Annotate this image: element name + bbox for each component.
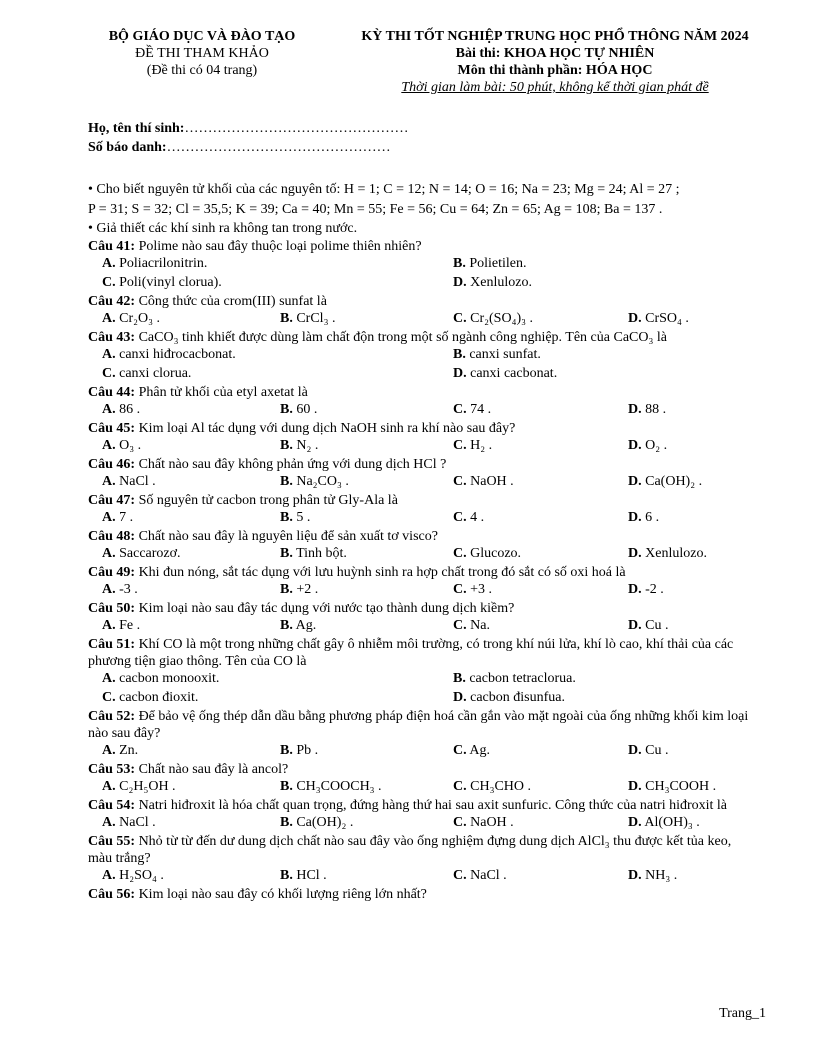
option-letter: D. (628, 779, 642, 794)
candidate-id-dots: ………………………………………… (166, 140, 391, 155)
option-text: 60 . (296, 402, 318, 417)
question-text: Kim loại Al tác dụng với dung dịch NaOH sinh ra khí nào sau đây? (138, 421, 516, 436)
answer-option[interactable] (453, 545, 521, 562)
question-stem (88, 492, 758, 509)
question-stem (88, 528, 758, 545)
answer-options (88, 509, 758, 528)
answer-option[interactable] (280, 401, 317, 418)
question-label: Câu 46: (88, 457, 136, 472)
option-letter: B. (280, 474, 293, 489)
question-label: Câu 55: (88, 834, 136, 849)
answer-option[interactable] (280, 509, 310, 526)
option-text: canxi clorua. (119, 366, 192, 381)
answer-option[interactable] (453, 509, 484, 526)
option-letter: C. (453, 474, 467, 489)
question-label: Câu 56: (88, 887, 136, 902)
answer-option[interactable] (280, 617, 316, 634)
option-letter: C. (453, 402, 467, 417)
option-letter: A. (102, 671, 116, 686)
option-text: 86 . (119, 402, 141, 417)
answer-option[interactable] (453, 814, 514, 831)
option-text: +3 . (470, 582, 493, 597)
question-stem (88, 600, 758, 617)
exam-subject: Bài thi: KHOA HỌC TỰ NHIÊN (455, 46, 655, 61)
option-letter: B. (280, 438, 293, 453)
ministry-name: BỘ GIÁO DỤC VÀ ĐÀO TẠO (108, 29, 296, 44)
option-letter: C. (102, 690, 116, 705)
question-label: Câu 48: (88, 529, 136, 544)
option-text: 6 . (645, 510, 660, 525)
option-letter: C. (453, 743, 467, 758)
option-text: H₂SO₄ . (119, 868, 164, 883)
answer-option[interactable] (628, 310, 689, 327)
option-letter: C. (453, 868, 467, 883)
option-text: C₂H₅OH . (119, 779, 176, 794)
question-stem (88, 886, 758, 903)
answer-option[interactable] (280, 742, 318, 759)
option-text: CH₃CHO . (470, 779, 532, 794)
option-text: HCl . (296, 868, 327, 883)
exam-content (88, 180, 758, 903)
answer-options (88, 581, 758, 600)
option-letter: C. (453, 311, 467, 326)
answer-option[interactable] (102, 255, 207, 272)
answer-options (88, 742, 758, 761)
answer-option[interactable] (628, 617, 668, 634)
option-letter: C. (453, 618, 467, 633)
option-text: Xenlulozo. (645, 546, 707, 561)
option-letter: B. (453, 256, 466, 271)
option-text: NaOH . (470, 474, 514, 489)
option-text: cacbon tetraclorua. (469, 671, 576, 686)
option-text: Poli(vinyl clorua). (119, 275, 222, 290)
answer-option[interactable] (280, 437, 318, 454)
option-letter: B. (280, 779, 293, 794)
answer-option[interactable] (453, 473, 514, 490)
answer-option[interactable] (453, 437, 492, 454)
answer-option[interactable] (280, 473, 349, 490)
answer-option[interactable] (280, 814, 353, 831)
answer-option[interactable] (628, 509, 659, 526)
question-text: Chất nào sau đây không phản ứng với dung dịch HCl ? (138, 457, 447, 472)
option-text: Xenlulozo. (470, 275, 532, 290)
option-text: CH₃COOCH₃ . (296, 779, 382, 794)
question-label: Câu 44: (88, 385, 136, 400)
answer-option[interactable] (102, 778, 176, 795)
option-letter: D. (453, 275, 467, 290)
answer-options (88, 778, 758, 797)
option-text: 5 . (296, 510, 311, 525)
option-text: Cu . (645, 743, 669, 758)
option-text: cacbon monooxit. (119, 671, 220, 686)
answer-option[interactable] (280, 545, 347, 562)
option-text: 7 . (119, 510, 134, 525)
answer-option[interactable] (453, 670, 576, 687)
option-letter: B. (453, 671, 466, 686)
candidate-id-label: Số báo danh: (88, 140, 167, 155)
question-text: Polime nào sau đây thuộc loại polime thiên nhiên? (138, 239, 422, 254)
answer-option[interactable] (453, 742, 490, 759)
option-text: -3 . (119, 582, 138, 597)
question-text: Chất nào sau đây là nguyên liệu để sản xuất tơ visco? (138, 529, 438, 544)
question-text: Natri hiđroxit là hóa chất quan trọng, đứng hàng thứ hai sau axit sunfuric. Công thức của natri hiđroxit là (138, 798, 728, 813)
option-letter: D. (628, 311, 642, 326)
exam-duration: Thời gian làm bài: 50 phút, không kể thời gian phát đề (401, 80, 709, 95)
option-text: Na₂CO₃ . (296, 474, 349, 489)
option-text: canxi hiđrocacbonat. (119, 347, 236, 362)
option-letter: B. (280, 815, 293, 830)
option-letter: B. (280, 618, 293, 633)
option-letter: A. (102, 402, 116, 417)
question-label: Câu 49: (88, 565, 136, 580)
question-label: Câu 54: (88, 798, 136, 813)
answer-options (88, 814, 758, 833)
option-text: NH₃ . (645, 868, 678, 883)
option-letter: C. (453, 779, 467, 794)
answer-option[interactable] (102, 742, 138, 759)
option-letter: B. (453, 347, 466, 362)
option-text: 4 . (470, 510, 485, 525)
answer-option[interactable] (628, 401, 666, 418)
option-letter: B. (280, 868, 293, 883)
option-text: Na. (470, 618, 490, 633)
option-letter: D. (628, 402, 642, 417)
question-stem (88, 293, 758, 310)
option-text: N₂ . (296, 438, 319, 453)
option-letter: A. (102, 347, 116, 362)
question-text: CaCO₃ tinh khiết được dùng làm chất độn trong một số ngành công nghiệp. Tên của CaCO₃ là (138, 330, 667, 345)
option-text: Ca(OH)₂ . (645, 474, 703, 489)
answer-option[interactable] (280, 778, 382, 795)
option-letter: A. (102, 311, 116, 326)
answer-option[interactable] (102, 473, 156, 490)
answer-option[interactable] (628, 778, 716, 795)
option-letter: C. (453, 438, 467, 453)
exam-title: KỲ THI TỐT NGHIỆP TRUNG HỌC PHỔ THÔNG NĂM 2024 (361, 29, 749, 44)
header-left (92, 28, 312, 79)
gas-assumption-note: • Giả thiết các khí sinh ra không tan trong nước. (88, 221, 358, 236)
option-letter: A. (102, 743, 116, 758)
question-label: Câu 41: (88, 239, 136, 254)
answer-option[interactable] (628, 867, 677, 884)
question-text: Phân tử khối của etyl axetat là (138, 385, 308, 400)
option-letter: B. (280, 402, 293, 417)
option-letter: B. (280, 743, 293, 758)
option-text: Cr₂O₃ . (119, 311, 160, 326)
option-letter: C. (453, 510, 467, 525)
option-letter: C. (453, 582, 467, 597)
answer-options (88, 473, 758, 492)
candidate-name-line (88, 120, 408, 137)
option-letter: D. (628, 510, 642, 525)
answer-options (88, 617, 758, 636)
question-stem (88, 456, 758, 473)
answer-option[interactable] (102, 310, 160, 327)
option-letter: A. (102, 618, 116, 633)
answer-option[interactable] (102, 617, 140, 634)
page-count-note: (Đề thi có 04 trang) (146, 63, 258, 78)
page-footer: Trang_1 (719, 1006, 766, 1021)
option-text: Polietilen. (469, 256, 527, 271)
option-text: Zn. (119, 743, 139, 758)
exam-component: Môn thi thành phần: HÓA HỌC (457, 63, 653, 78)
answer-option[interactable] (453, 689, 565, 706)
question-text: Khi đun nóng, sắt tác dụng với lưu huỳnh sinh ra hợp chất trong đó sắt có số oxi hoá là (138, 565, 626, 580)
option-letter: C. (453, 815, 467, 830)
option-text: Al(OH)₃ . (644, 815, 700, 830)
answer-option[interactable] (102, 814, 156, 831)
question-stem (88, 761, 758, 778)
option-text: CrCl₃ . (296, 311, 336, 326)
option-text: canxi sunfat. (469, 347, 541, 362)
question-text: Số nguyên tử cacbon trong phân tử Gly-Ala là (138, 493, 398, 508)
answer-option[interactable] (453, 310, 533, 327)
candidate-name-dots: ………………………………………… (184, 121, 409, 136)
question-text: Để bảo vệ ống thép dẫn dầu bằng phương pháp điện hoá cần gắn vào mặt ngoài của ống những khối kim loại nào sau đây? (88, 709, 749, 741)
answer-options (88, 545, 758, 564)
option-letter: D. (628, 815, 642, 830)
option-letter: A. (102, 868, 116, 883)
answer-option[interactable] (102, 509, 133, 526)
answer-option[interactable] (453, 346, 541, 363)
option-text: Fe . (119, 618, 141, 633)
option-text: O₂ . (645, 438, 668, 453)
question-list (88, 238, 758, 903)
candidate-name-label: Họ, tên thí sinh: (88, 121, 185, 136)
option-text: Cu . (645, 618, 669, 633)
answer-option[interactable] (628, 437, 667, 454)
question-label: Câu 50: (88, 601, 136, 616)
answer-option[interactable] (453, 778, 531, 795)
option-letter: B. (280, 311, 293, 326)
answer-option[interactable] (102, 274, 222, 291)
question-label: Câu 51: (88, 637, 136, 652)
option-letter: A. (102, 256, 116, 271)
atomic-mass-note-1: • Cho biết nguyên tử khối của các nguyên tố: H = 1; C = 12; N = 14; O = 16; Na = 23; Mg = 24; Al = 27 ; (88, 182, 680, 197)
question-text: Công thức của crom(III) sunfat là (138, 294, 327, 309)
answer-option[interactable] (628, 814, 700, 831)
option-letter: D. (628, 474, 642, 489)
option-text: -2 . (645, 582, 664, 597)
answer-option[interactable] (453, 581, 492, 598)
header-right (330, 28, 780, 96)
question-stem (88, 708, 758, 742)
option-letter: A. (102, 815, 116, 830)
option-letter: A. (102, 438, 116, 453)
answer-option[interactable] (628, 473, 702, 490)
exam-type: ĐỀ THI THAM KHẢO (135, 46, 269, 61)
option-letter: D. (628, 618, 642, 633)
question-text: Khí CO là một trong những chất gây ô nhiễm môi trường, có trong khí núi lửa, khí lò cao, khí thải của các phương tiện giao thông. Tên của CO là (88, 637, 734, 669)
answer-options (88, 310, 758, 329)
question-label: Câu 47: (88, 493, 136, 508)
option-letter: C. (453, 546, 467, 561)
question-stem (88, 564, 758, 581)
option-letter: B. (280, 546, 293, 561)
option-text: Cr₂(SO₄)₃ . (470, 311, 533, 326)
question-stem (88, 238, 758, 255)
option-text: NaCl . (119, 474, 156, 489)
answer-option[interactable] (102, 401, 140, 418)
option-letter: A. (102, 582, 116, 597)
answer-option[interactable] (102, 365, 191, 382)
answer-options (88, 670, 758, 708)
option-text: Ag. (295, 618, 317, 633)
question-stem (88, 329, 758, 346)
option-letter: C. (102, 366, 116, 381)
option-letter: C. (102, 275, 116, 290)
answer-option[interactable] (628, 581, 664, 598)
question-stem (88, 384, 758, 401)
option-text: cacbon đisunfua. (470, 690, 565, 705)
option-text: Ag. (469, 743, 490, 758)
option-letter: D. (453, 366, 467, 381)
question-stem (88, 797, 758, 814)
option-letter: D. (628, 546, 642, 561)
option-letter: D. (628, 582, 642, 597)
question-text: Chất nào sau đây là ancol? (138, 762, 289, 777)
answer-option[interactable] (280, 867, 327, 884)
option-text: Saccarozơ. (119, 546, 181, 561)
option-letter: A. (102, 474, 116, 489)
answer-option[interactable] (628, 545, 707, 562)
question-stem (88, 833, 758, 867)
answer-option[interactable] (102, 670, 219, 687)
option-letter: A. (102, 546, 116, 561)
option-text: NaCl . (119, 815, 156, 830)
answer-option[interactable] (280, 310, 335, 327)
answer-options (88, 401, 758, 420)
option-text: cacbon đioxit. (119, 690, 199, 705)
option-text: 88 . (645, 402, 667, 417)
option-letter: A. (102, 510, 116, 525)
answer-options (88, 346, 758, 384)
option-letter: D. (453, 690, 467, 705)
question-label: Câu 42: (88, 294, 136, 309)
option-text: Tinh bột. (296, 546, 347, 561)
question-label: Câu 53: (88, 762, 136, 777)
option-text: canxi cacbonat. (470, 366, 558, 381)
question-label: Câu 45: (88, 421, 136, 436)
question-stem (88, 636, 758, 670)
atomic-mass-note-2: P = 31; S = 32; Cl = 35,5; K = 39; Ca = 40; Mn = 55; Fe = 56; Cu = 64; Zn = 65; Ag = 108; Ba = 137 . (88, 202, 663, 217)
answer-options (88, 437, 758, 456)
answer-option[interactable] (453, 401, 491, 418)
question-stem (88, 420, 758, 437)
answer-option[interactable] (280, 581, 318, 598)
option-text: NaCl . (470, 868, 507, 883)
answer-option[interactable] (453, 867, 507, 884)
question-text: Kim loại nào sau đây có khối lượng riêng lớn nhất? (138, 887, 427, 902)
option-letter: A. (102, 779, 116, 794)
answer-option[interactable] (102, 545, 181, 562)
option-text: 74 . (470, 402, 492, 417)
answer-option[interactable] (102, 867, 164, 884)
option-text: Ca(OH)₂ . (296, 815, 354, 830)
option-text: +2 . (296, 582, 319, 597)
option-letter: D. (628, 743, 642, 758)
answer-option[interactable] (453, 274, 532, 291)
answer-option[interactable] (102, 581, 138, 598)
option-text: Pb . (296, 743, 319, 758)
answer-option[interactable] (102, 689, 198, 706)
option-letter: D. (628, 868, 642, 883)
option-text: Glucozo. (470, 546, 522, 561)
option-text: O₃ . (119, 438, 142, 453)
option-text: NaOH . (470, 815, 514, 830)
option-letter: B. (280, 582, 293, 597)
option-text: CrSO₄ . (645, 311, 689, 326)
question-text: Kim loại nào sau đây tác dụng với nước tạo thành dung dịch kiềm? (138, 601, 515, 616)
candidate-id-line (88, 139, 391, 156)
answer-option[interactable] (628, 742, 668, 759)
answer-option[interactable] (453, 617, 490, 634)
question-label: Câu 52: (88, 709, 136, 724)
option-letter: D. (628, 438, 642, 453)
answer-option[interactable] (102, 346, 236, 363)
answer-option[interactable] (453, 255, 527, 272)
answer-option[interactable] (102, 437, 141, 454)
answer-options (88, 867, 758, 886)
question-text: Nhỏ từ từ đến dư dung dịch chất nào sau đây vào ống nghiệm đựng dung dịch AlCl₃ thu được kết tủa keo, màu trắng? (88, 834, 732, 866)
question-label: Câu 43: (88, 330, 136, 345)
option-text: CH₃COOH . (645, 779, 717, 794)
option-text: Poliacrilonitrin. (119, 256, 208, 271)
option-text: H₂ . (470, 438, 493, 453)
option-letter: B. (280, 510, 293, 525)
answer-option[interactable] (453, 365, 557, 382)
answer-options (88, 255, 758, 293)
